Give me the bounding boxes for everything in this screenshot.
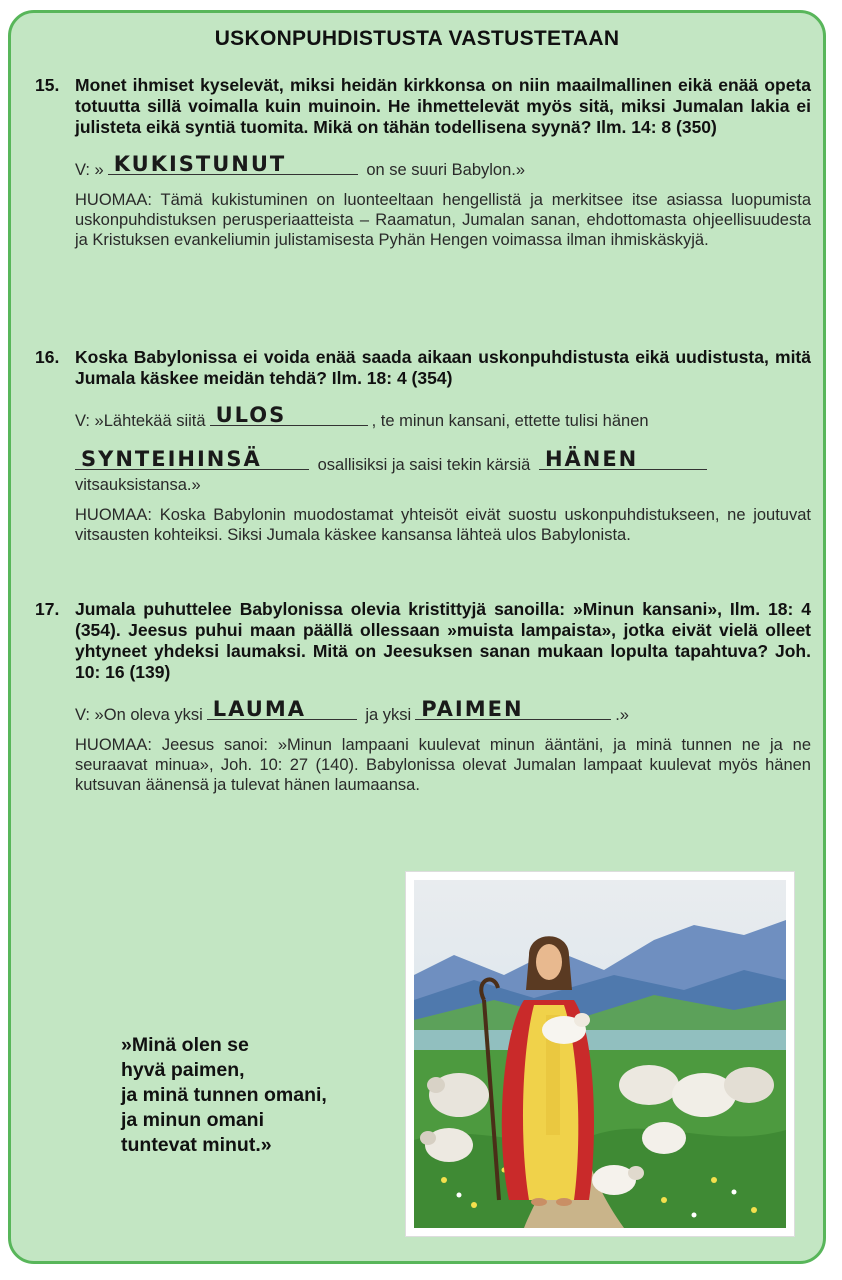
good-shepherd-image: [414, 880, 786, 1228]
handwritten-answer: KUKISTUNUT: [113, 152, 287, 176]
question-16: [35, 347, 811, 545]
question-16-text: 16. Koska Babylonissa ei voida enää saada aikaan uskonpuhdistusta eikä uudistusta, mitä Jumala käskee meidän tehdä? Ilm. 18: 4 (354): [35, 347, 811, 388]
answer-blank[interactable]: [415, 695, 611, 720]
question-number: 15.: [35, 75, 60, 95]
handwritten-answer: ULOS: [215, 403, 287, 427]
question-15-text: 15. Monet ihmiset kyselevät, miksi heidän kirkkonsa on niin maailmallinen eikä enää opeta totuutta sillä voimalla kuin muinoin. He ihmettelevät myös sitä, miksi Jumalan lakia ei julisteta eikä syntiä tuomita. Mikä on tähän todellisena syynä? Ilm. 14: 8 (350): [35, 75, 811, 137]
page-title: USKONPUHDISTUSTA VASTUSTETAAN: [214, 27, 620, 50]
answer-15: V: » KUKISTUNUT on se suuri Babylon.»: [75, 152, 526, 179]
shepherd-illustration: [405, 871, 795, 1237]
answer-16: V: »Lähtekää siitä ULOS , te minun kansani, ettette tulisi hänen SYNTEIHINSÄ osallisiksi ja saisi tekin kärsiä HÄNEN vitsauksistansa.»: [35, 401, 811, 495]
answer-17: V: »On oleva yksi LAUMA ja yksi PAIMEN .»: [75, 697, 629, 724]
quote-line: ja minä tunnen omani,: [121, 1084, 327, 1106]
answer-blank[interactable]: [207, 695, 357, 720]
bible-quote: [121, 1033, 327, 1158]
quote-line: tuntevat minut.»: [121, 1134, 272, 1156]
question-17-text: 17. Jumala puhuttelee Babylonissa olevia kristittyjä sanoilla: »Minun kansani», Ilm. 18: 4 (354). Jeesus puhui maan päällä ollessaan »muista lampaista», jotka eivät vielä olleet yhtyneet yhdeksi laumaksi. Mitä on Jeesuksen sanan mukaan lopulta tapahtuva? Joh. 10: 16 (139): [35, 599, 811, 682]
question-17: [35, 599, 811, 795]
handwritten-answer: SYNTEIHINSÄ: [81, 447, 262, 471]
study-page: [8, 10, 826, 1264]
note-15: HUOMAA: Tämä kukistuminen on luonteeltaan hengellistä ja merkitsee itse asiassa luopumista uskonpuhdistuksen perusperiaatteista – Raamatun, Jumalan sanan, ehdottomasta ohjeellisuudesta ja Kristuksen evankeliumin julistamisesta Pyhän Hengen voimassa ilman ihmiskäskyjä.: [75, 191, 811, 249]
handwritten-answer: HÄNEN: [544, 447, 639, 471]
answer-blank[interactable]: [108, 150, 358, 175]
handwritten-answer: LAUMA: [212, 697, 306, 721]
quote-line: ja minun omani: [121, 1109, 265, 1131]
note-17: HUOMAA: Jeesus sanoi: »Minun lampaani kuulevat minun ääntäni, ja minä tunnen ne ja ne seuraavat minua», Joh. 10: 27 (140). Babylonissa olevat Jumalan lampaat kuulevat myös hänen kutsuvan äänensä ja tulevat hänen laumaansa.: [75, 736, 811, 794]
handwritten-answer: PAIMEN: [421, 697, 524, 721]
quote-line: »Minä olen se: [121, 1034, 249, 1056]
question-15: [35, 75, 811, 250]
note-16: HUOMAA: Koska Babylonin muodostamat yhteisöt eivät suostu uskonpuhdistukseen, ne joutuvat vitsausten kohteiksi. Siksi Jumala käskee kansansa lähteä ulos Babylonista.: [75, 506, 811, 544]
answer-blank[interactable]: [210, 401, 368, 426]
answer-blank[interactable]: [539, 445, 707, 470]
question-number: 16.: [35, 347, 60, 367]
answer-blank[interactable]: [75, 445, 309, 470]
question-number: 17.: [35, 599, 60, 619]
quote-line: hyvä paimen,: [121, 1059, 245, 1081]
